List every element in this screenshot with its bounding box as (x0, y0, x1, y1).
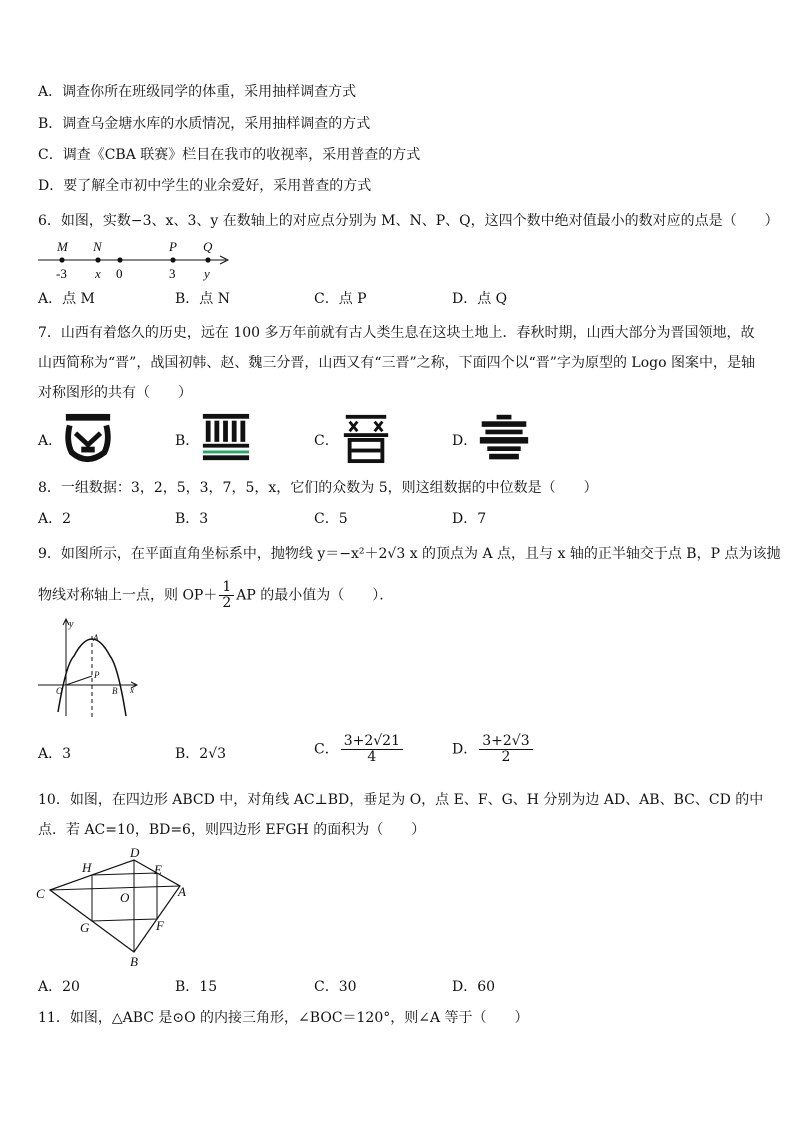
q9-fraction-den: 2 (222, 595, 232, 611)
q8-option-a: A．2 (38, 511, 72, 527)
q6-tick-3: 3 (169, 266, 176, 281)
q9-option-d-fraction (479, 734, 532, 765)
q5-option-b: B．调查乌金塘水库的水质情况，采用抽样调查的方式 (38, 116, 371, 132)
q6-number-line (38, 238, 238, 282)
q9-fig-label-p: P (94, 670, 100, 680)
q9-fig-label-b: B (112, 686, 118, 696)
q7-stem-line2: 山西简称为“晋”，战国初韩、赵、魏三分晋，山西又有“三晋”之称，下面四个以“晋”字为原型的 Logo 图案中，是轴 (38, 355, 755, 371)
q10-fig-label-h: H (82, 860, 92, 875)
q6-option-a: A．点 M (38, 291, 95, 307)
q10-fig-label-b: B (130, 954, 138, 969)
q9-option-d-label: D． (452, 741, 478, 758)
q10-option-d: D．60 (452, 979, 496, 995)
q7-label-d: D． (452, 433, 478, 449)
q10-quadrilateral-figure (36, 846, 196, 970)
q6-option-c: C．点 P (314, 291, 367, 307)
q9-parabola-figure (36, 616, 146, 720)
q9-stem-line1: 9．如图所示，在平面直角坐标系中，抛物线 y＝−x²＋2√3 x 的顶点为 A 点，且与 x 轴的正半轴交于点 B，P 点为该抛 (38, 546, 781, 562)
q9-option-b: B．2√3 (175, 746, 227, 762)
q10-fig-label-o: O (120, 890, 130, 905)
q10-stem-line2: 点．若 AC=10，BD=6，则四边形 EFGH 的面积为（ ） (38, 822, 426, 838)
q9-option-d (452, 734, 535, 765)
q7-label-b: B． (175, 433, 200, 449)
q10-option-a: A．20 (38, 979, 80, 995)
q6-label-p: P (169, 239, 177, 254)
q9-option-c (314, 734, 405, 765)
q6-label-m: M (57, 239, 68, 254)
q10-stem-line1: 10．如图，在四边形 ABCD 中，对角线 AC⊥BD，垂足为 O，点 E、F、G、H 分别为边 AD、AB、BC、CD 的中 (38, 792, 764, 808)
q5-option-c: C．调查《CBA 联赛》栏目在我市的收视率，采用普查的方式 (38, 147, 421, 163)
q7-stem-line3: 对称图形的共有（ ） (38, 385, 192, 401)
q10-option-c: C．30 (314, 979, 357, 995)
q8-option-b: B．3 (175, 511, 209, 527)
q10-fig-label-e: E (154, 862, 162, 877)
q6-option-b: B．点 N (175, 291, 230, 307)
q9-stem-line2-end: AP 的最小值为（ ）． (236, 587, 394, 604)
q6-tick-y: y (204, 266, 210, 281)
q8-option-c: C．5 (314, 511, 348, 527)
q9-fig-label-o: O (56, 686, 63, 696)
q9-option-c-den: 4 (367, 749, 377, 765)
q9-option-c-num: 3+2√21 (341, 734, 403, 750)
q9-option-c-fraction (341, 734, 403, 765)
q8-option-d: D．7 (452, 511, 487, 527)
q8-stem: 8．一组数据：3，2，5，3，7，5，x，它们的众数为 5，则这组数据的中位数是（ ） (38, 480, 598, 496)
q10-fig-label-c: C (36, 886, 45, 901)
q9-fraction (219, 580, 234, 611)
q5-option-d: D．要了解全市初中学生的业余爱好，采用普查的方式 (38, 178, 372, 194)
q7-label-a: A． (38, 433, 63, 449)
q9-fraction-num: 1 (219, 580, 234, 596)
q6-tick-0: 0 (116, 266, 123, 281)
q10-fig-label-a: A (178, 884, 186, 899)
q6-stem: 6．如图，实数−3、x、3、y 在数轴上的对应点分别为 M、N、P、Q，这四个数中绝对值最小的数对应的点是（ ） (38, 213, 779, 229)
q7-stem-line1: 7．山西有着悠久的历史，远在 100 多万年前就有古人类生息在这块土地上．春秋时期，山西大部分为晋国领地，故 (38, 325, 755, 341)
q6-tick-x: x (95, 266, 101, 281)
q9-option-d-num: 3+2√3 (479, 734, 532, 750)
q11-stem: 11．如图，△ABC 是⊙O 的内接三角形，∠BOC＝120°，则∠A 等于（ ） (38, 1010, 529, 1026)
q6-label-q: Q (203, 239, 213, 254)
q9-fig-label-x: x (130, 685, 134, 695)
q9-stem-line2-start: 物线对称轴上一点，则 OP＋ (38, 587, 218, 604)
q9-option-d-den: 2 (501, 749, 511, 765)
q10-fig-label-g: G (80, 920, 90, 935)
q6-option-d: D．点 Q (452, 291, 508, 307)
q10-fig-label-d: D (130, 845, 140, 860)
q9-fig-label-y: y (69, 619, 74, 630)
q6-tick-neg3: -3 (56, 266, 67, 281)
q7-logo-d-image (478, 412, 530, 464)
q9-fig-label-a: A (93, 633, 99, 643)
q7-logo-b-image (200, 412, 252, 464)
q5-option-a: A．调查你所在班级同学的体重，采用抽样调查方式 (38, 84, 357, 100)
q9-option-c-label: C． (314, 741, 339, 758)
q6-label-n: N (93, 239, 102, 254)
q9-stem-line2 (38, 580, 393, 611)
q7-label-c: C． (314, 433, 339, 449)
q10-option-b: B．15 (175, 979, 218, 995)
q9-option-a: A．3 (38, 746, 72, 762)
q7-logo-c-image (340, 412, 392, 464)
q7-logo-a-image (62, 412, 114, 464)
q10-fig-label-f: F (156, 918, 164, 933)
